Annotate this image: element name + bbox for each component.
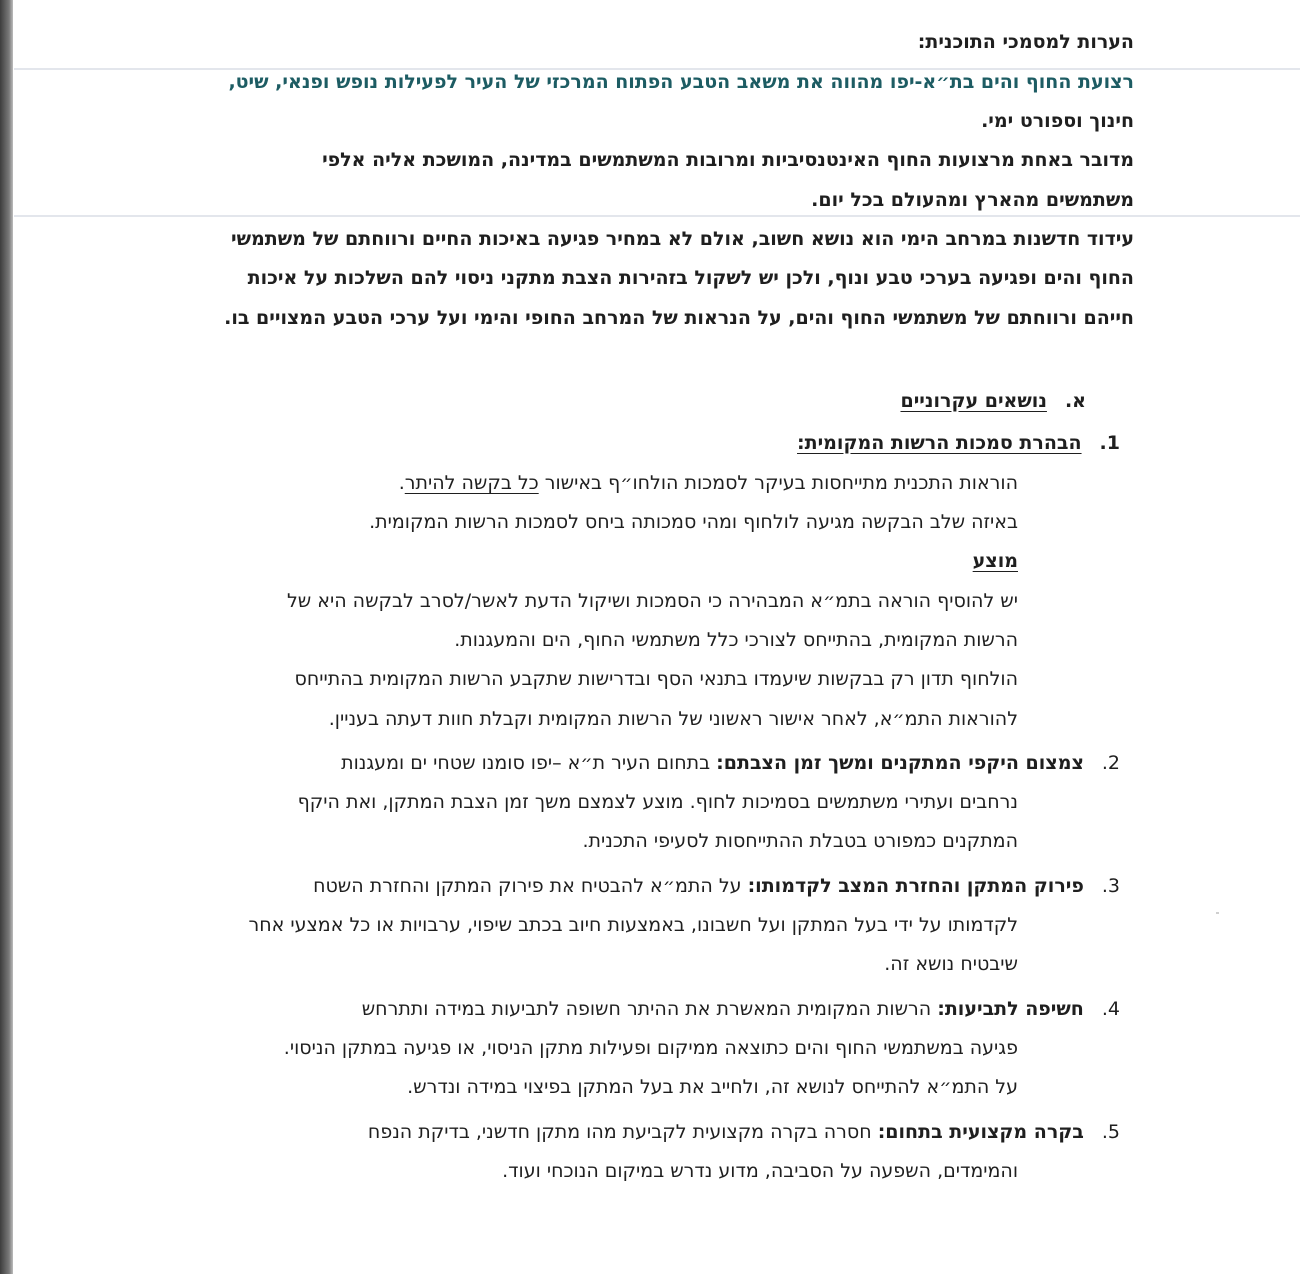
item-4-lead: חשיפה לתביעות: xyxy=(937,998,1084,1020)
item-1-underlined-phrase: כל בקשה להיתר xyxy=(404,472,539,494)
item-5-line-2: והמימדים, השפעה על הסביבה, מדוע נדרש במיקום הנוכחי ועוד. xyxy=(502,1160,1018,1182)
item-1-title: הבהרת סמכות הרשות המקומית: xyxy=(797,432,1082,454)
item-1-proposal-line-4: להוראות התמ״א, לאחר אישור ראשוני של הרשות המקומית וקבלת חוות דעתה בעניין. xyxy=(328,708,1018,730)
intro-paragraph-2-line-1: מדובר באחת מרצועות החוף האינטנסיביות ומרובות המשתמשים במדינה, המושכת אליה אלפי xyxy=(322,149,1134,171)
item-2-line-2: נרחבים ועתירי משתמשים בסמיכות לחוף. מוצע לצמצם משך זמן הצבת המתקן, ואת היקף xyxy=(297,791,1018,813)
item-1-line-1-text: הוראות התכנית מתייחסות בעיקר לסמכות הולחו״ף באישור xyxy=(544,472,1018,494)
section-a-marker: א. xyxy=(1064,390,1086,412)
intro-paragraph-1-line-1: רצועת החוף והים בת״א-יפו מהווה את משאב הטבע הפתוח המרכזי של העיר לפעילות נופש ופנאי, שיט, xyxy=(228,71,1134,93)
item-2-number: 2. xyxy=(1101,752,1120,774)
intro-paragraph-3-line-2: החוף והים ופגיעה בערכי טבע ונוף, ולכן יש לשקול בזהירות הצבת מתקני ניסוי להם השלכות על איכות xyxy=(247,267,1134,289)
item-1-line-1: הוראות התכנית מתייחסות בעיקר לסמכות הולחו״ף באישור כל בקשה להיתר. xyxy=(398,472,1018,494)
item-2-lead: צמצום היקפי המתקנים ומשך זמן הצבתם: xyxy=(716,752,1084,774)
intro-paragraph-2-line-2: משתמשים מהארץ ומהעולם בכל יום. xyxy=(811,189,1134,211)
intro-paragraph-3-line-3: חייהם ורווחתם של משתמשי החוף והים, על הנראות של המרחב החופי והימי ועל ערכי הטבע המצויים בו. xyxy=(224,307,1134,329)
item-3-line-1 xyxy=(313,874,1120,898)
intro-paragraph-3-line-1: עידוד חדשנות במרחב הימי הוא נושא חשוב, אולם לא במחיר פגיעה באיכות החיים ורווחתם של משתמשי xyxy=(230,228,1134,250)
item-5-line-1 xyxy=(368,1120,1120,1144)
item-3-number: 3. xyxy=(1101,875,1120,897)
item-1-proposal-line-3: הולחוף תדון רק בבקשות שיעמדו בתנאי הסף ובדרישות שתקבע הרשות המקומית בהתייחס xyxy=(294,668,1018,690)
item-2-line-1 xyxy=(341,751,1120,775)
section-a-title: נושאים עקרוניים xyxy=(900,390,1047,412)
item-2-line-3: המתקנים כמפורט בטבלת ההתייחסות לסעיפי התכנית. xyxy=(582,830,1018,852)
item-1-proposal-label: מוצע xyxy=(972,550,1018,572)
item-5-line-1-text: חסרה בקרה מקצועית לקביעת מהו מתקן חדשני, בדיקת הנפח xyxy=(367,1121,872,1143)
document-page xyxy=(100,0,1134,1274)
item-3-lead: פירוק המתקן והחזרת המצב לקדמותו: xyxy=(747,875,1084,897)
item-2-line-1-text: בתחום העיר ת״א –יפו סומנו שטחי ים ומעגנות xyxy=(341,752,711,774)
item-4-line-2: פגיעה במשתמשי החוף והים כתוצאה ממיקום ופעילות מתקן הניסוי, או פגיעה במתקן הניסוי. xyxy=(283,1037,1018,1059)
notes-title: הערות למסמכי התוכנית: xyxy=(917,31,1134,53)
item-3-line-1-text: על התמ״א להבטיח את פירוק המתקן והחזרת השטח xyxy=(313,875,742,897)
item-4-line-3: על התמ״א להתייחס לנושא זה, ולחייב את בעל המתקן בפיצוי במידה ונדרש. xyxy=(407,1076,1018,1098)
item-1-heading xyxy=(797,431,1120,455)
item-5-lead: בקרה מקצועית בתחום: xyxy=(877,1121,1084,1143)
item-3-line-2: לקדמותו על ידי בעל המתקן ועל חשבונו, באמצעות חיוב בכתב שיפוי, ערבויות או כל אמצעי אחר xyxy=(248,914,1018,936)
item-4-line-1-text: הרשות המקומית המאשרת את ההיתר חשופה לתביעות במידה ותתרחש xyxy=(361,998,932,1020)
item-3-line-3: שיבטיח נושא זה. xyxy=(884,953,1018,975)
item-5-number: 5. xyxy=(1101,1121,1120,1143)
scan-speck xyxy=(1216,912,1219,914)
item-1-line-2: באיזה שלב הבקשה מגיעה לולחוף ומהי סמכותה ביחס לסמכות הרשות המקומית. xyxy=(369,511,1018,533)
window-edge-bar xyxy=(0,0,13,1274)
item-1-proposal-line-1: יש להוסיף הוראה בתמ״א המבהירה כי הסמכות ושיקול הדעת לאשר/לסרב לבקשה היא של xyxy=(286,590,1018,612)
intro-paragraph-1-line-2: חינוך וספורט ימי. xyxy=(981,110,1134,132)
section-a-heading xyxy=(900,389,1086,413)
item-4-line-1 xyxy=(362,997,1120,1021)
item-1-proposal-line-2: הרשות המקומית, בהתייחס לצורכי כלל משתמשי החוף, הים והמעגנות. xyxy=(454,629,1018,651)
item-1-number: 1. xyxy=(1099,432,1120,454)
item-4-number: 4. xyxy=(1101,998,1120,1020)
